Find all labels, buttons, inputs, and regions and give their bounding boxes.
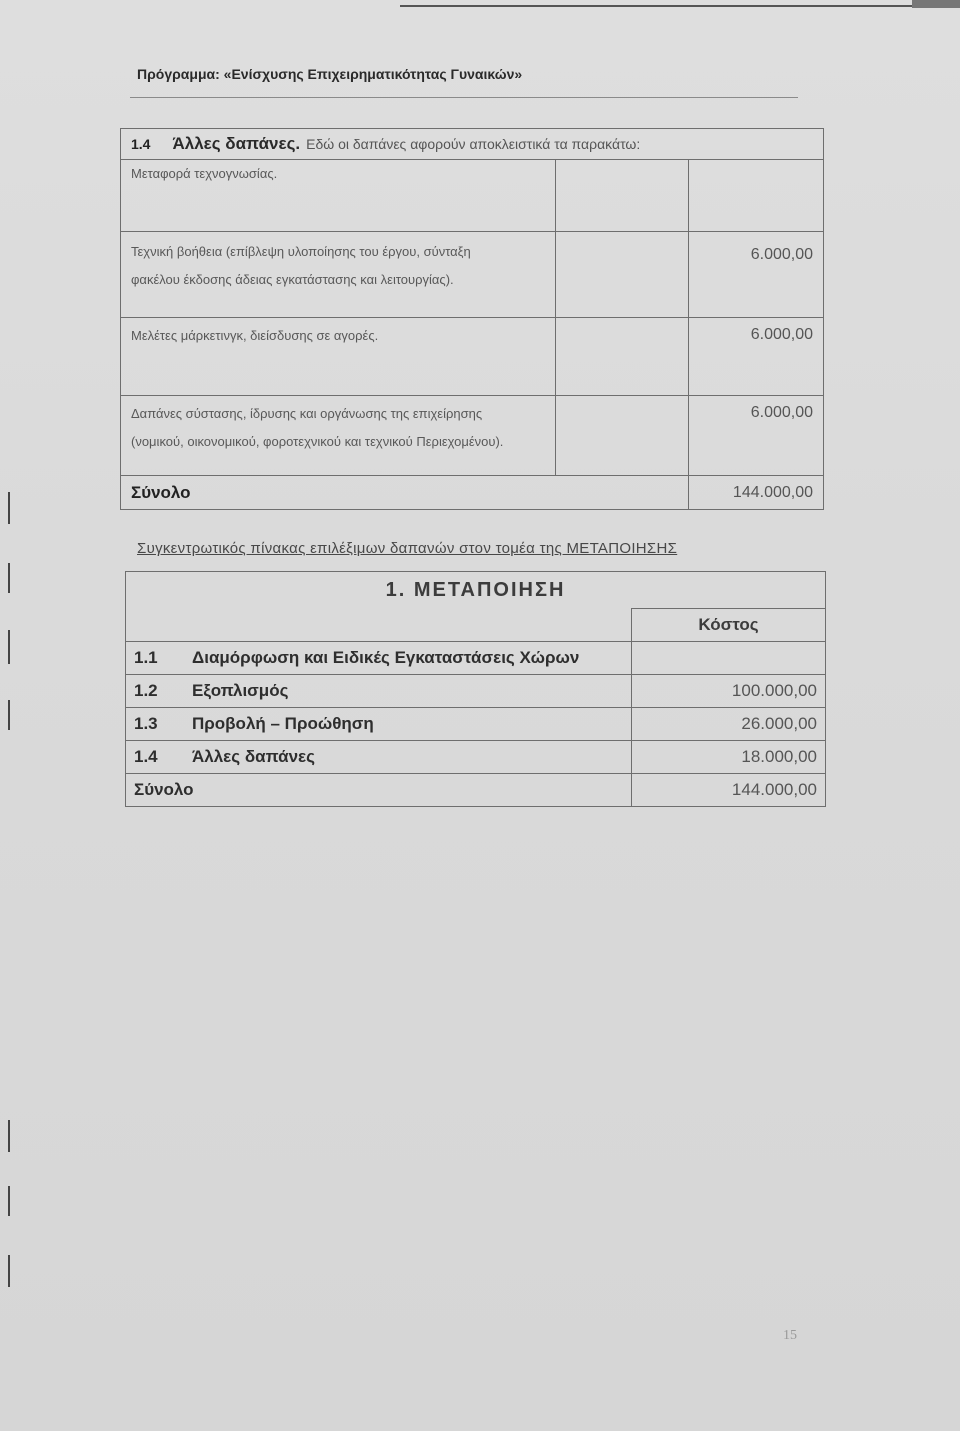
- expense-item: [121, 318, 556, 396]
- summary-row-label: [126, 675, 632, 708]
- expense-item-text: Δαπάνες σύστασης, ίδρυσης και οργάνωσης της επιχείρησης: [131, 406, 483, 421]
- binder-mark: [8, 1120, 10, 1152]
- binder-mark: [8, 630, 10, 664]
- summary-row-label: [126, 642, 632, 675]
- summary-row-number: 1.4: [134, 747, 158, 766]
- summary-caption: Συγκεντρωτικός πίνακας επιλέξιμων δαπανών στον τομέα της ΜΕΤΑΠΟΙΗΣΗΣ: [137, 540, 678, 557]
- summary-total-amount: 144.000,00: [632, 774, 826, 807]
- summary-row-text: Προβολή – Προώθηση: [192, 714, 374, 733]
- summary-row-number: 1.1: [134, 648, 158, 667]
- expense-item: [121, 160, 556, 232]
- expense-item-text: Τεχνική βοήθεια (επίβλεψη υλοποίησης του έργου, σύνταξη: [131, 244, 471, 259]
- expense-item-text: Μεταφορά τεχνογνωσίας.: [131, 166, 278, 181]
- summary-row-number: 1.2: [134, 681, 158, 700]
- header-divider: [130, 97, 798, 98]
- total-amount: 144.000,00: [689, 476, 824, 510]
- program-title: Πρόγραμμα: «Ενίσχυσης Επιχειρηματικότητας Γυναικών»: [137, 66, 523, 82]
- expense-item-text: φακέλου έκδοσης άδειας εγκατάστασης και λειτουργίας).: [131, 272, 454, 287]
- binder-mark: [8, 563, 10, 593]
- section-heading: [121, 129, 824, 160]
- summary-total-label-cell: [126, 774, 632, 807]
- binder-mark: [8, 1186, 10, 1216]
- empty-cell: [556, 318, 689, 396]
- binder-mark: [8, 700, 10, 730]
- summary-row-amount: 26.000,00: [632, 708, 826, 741]
- empty-cell: [556, 160, 689, 232]
- summary-row-amount: 18.000,00: [632, 741, 826, 774]
- expense-item-text: (νομικού, οικονομικού, φοροτεχνικού και τεχνικού Περιεχομένου).: [131, 434, 504, 449]
- summary-row-label: [126, 708, 632, 741]
- summary-row-text: Άλλες δαπάνες: [192, 747, 315, 766]
- binder-mark: [8, 492, 10, 524]
- summary-row-amount: 100.000,00: [632, 675, 826, 708]
- expense-amount: 6.000,00: [689, 232, 824, 318]
- empty-cell: [556, 232, 689, 318]
- summary-total-label: Σύνολο: [134, 780, 194, 799]
- total-label-cell: [121, 476, 689, 510]
- expense-item: [121, 396, 556, 476]
- summary-row-amount: [632, 642, 826, 675]
- section-intro: Εδώ οι δαπάνες αφορούν αποκλειστικά τα παρακάτω:: [306, 136, 641, 152]
- expense-item-text: Μελέτες μάρκετινγκ, διείσδυσης σε αγορές.: [131, 328, 379, 343]
- summary-row-number: 1.3: [134, 714, 158, 733]
- total-label: Σύνολο: [131, 482, 191, 502]
- summary-row-text: Εξοπλισμός: [192, 681, 289, 700]
- page-number: 15: [783, 1328, 797, 1343]
- summary-row-label: [126, 741, 632, 774]
- summary-row-text: Διαμόρφωση και Ειδικές Εγκαταστάσεις Χώρων: [192, 648, 580, 667]
- expense-amount: [689, 160, 824, 232]
- other-expenses-table: [120, 128, 824, 510]
- binder-mark: [8, 1255, 10, 1287]
- cost-header: Κόστος: [632, 609, 826, 642]
- top-rule: [400, 5, 920, 7]
- top-corner-shadow: [912, 0, 960, 8]
- empty-cell: [126, 609, 632, 642]
- section-number: 1.4: [131, 136, 151, 152]
- summary-table-title: 1. ΜΕΤΑΠΟΙΗΣΗ: [126, 572, 826, 609]
- expense-item: [121, 232, 556, 318]
- summary-table: [125, 571, 826, 807]
- expense-amount: 6.000,00: [689, 396, 824, 476]
- section-title: Άλλες δαπάνες.: [172, 134, 301, 153]
- expense-amount: 6.000,00: [689, 318, 824, 396]
- empty-cell: [556, 396, 689, 476]
